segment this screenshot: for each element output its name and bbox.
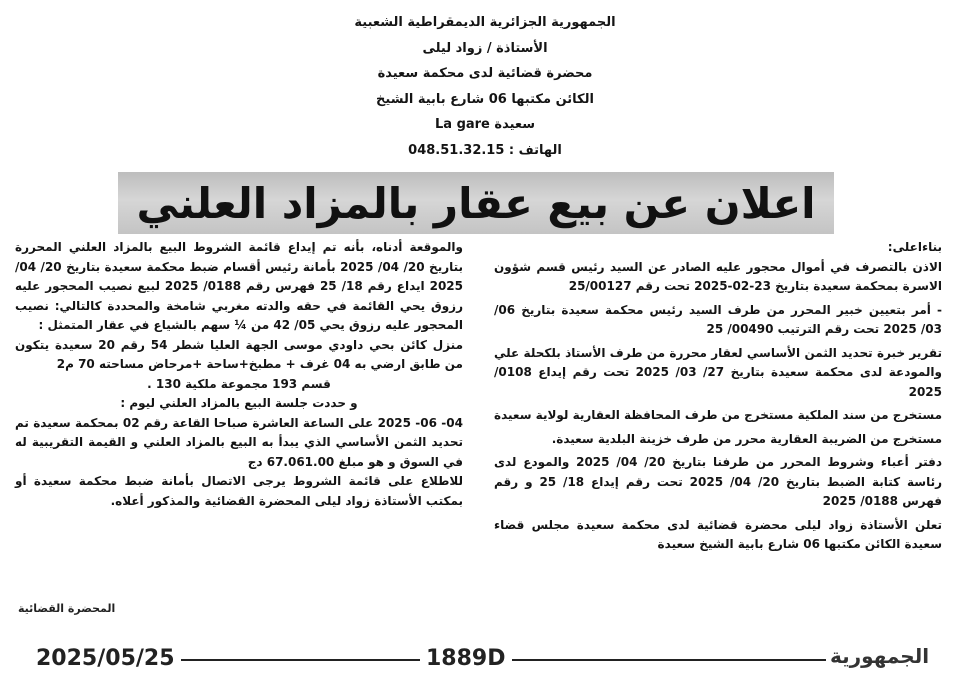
header-bailiff-title: محضرة قضائية لدى محكمة سعيدة	[377, 66, 593, 81]
signature: المحضرة القضائية	[18, 602, 116, 615]
header-city: سعيدة La gare	[434, 117, 536, 132]
paragraph: تعلن الأستاذة زواد ليلى محضرة قضائية لدى محكمة سعيدة مجلس قضاء سعيدة الكائن مكتبها 06 شارع بابية الشيخ سعيدة	[494, 517, 942, 551]
notice-header	[230, 10, 740, 163]
header-phone: الهاتف : 048.51.32.15	[408, 142, 562, 158]
newspaper-footer	[0, 640, 966, 681]
notice-title-banner	[118, 172, 834, 234]
header-bailiff-name: الأستاذة / زواد ليلى	[422, 40, 548, 56]
paragraph: منزل كائن بحي داودي موسى الجهة العليا شطر 54 رقم 20 سعيدة يتكون من طابق ارضي به 04 غرف + مطبخ+ساحة +مرحاض مساحته 70 م2	[15, 337, 463, 371]
paragraph: مستخرج من الضريبة العقارية محرر من طرف خزينة البلدية سعيدة.	[551, 431, 942, 446]
right-column	[494, 238, 942, 555]
paragraph: تقرير خبرة تحديد الثمن الأساسي لعقار محررة من طرف الأستاذ بلكحلة علي والمودعة لدى محكمة سعيدة بتاريخ 27/ 03/ 2025 تحت رقم إيداع 0108/ 2025	[494, 345, 943, 399]
footer-issue-number: 1889D	[420, 646, 512, 671]
paragraph: قسم 193 مجموعة ملكية 130 .	[147, 376, 331, 391]
newspaper-masthead: الجمهورية	[826, 644, 933, 668]
left-column	[15, 238, 463, 511]
paragraph: الاذن بالتصرف في أموال محجور عليه الصادر عن السيد رئيس قسم شؤون الاسرة بمحكمة سعيدة بتاريخ 23-02-2025 تحت رقم 25/00127	[494, 259, 942, 293]
footer-date: 2025/05/25	[30, 646, 181, 671]
header-office-address: الكائن مكتبها 06 شارع بابية الشيخ	[376, 91, 594, 107]
paragraph: - أمر بتعيين خبير المحرر من طرف السيد رئيس محكمة سعيدة بتاريخ 06/ 03/ 2025 تحت رقم الترتيب 00490/ 25	[494, 302, 942, 336]
paragraph: دفتر أعباء وشروط المحرر من طرفنا بتاريخ 20/ 04/ 2025 والمودع لدى رئاسة كتابة الضبط بتاريخ 20/ 04/ 2025 تحت رقم إيداع 18/ 25 و رقم فهرس 0188/ 2025	[494, 455, 943, 508]
paragraph: للاطلاع على قائمة الشروط يرجى الاتصال بأمانة ضبط محكمة سعيدة أو بمكتب الأستاذة زواد ليلى المحضرة القضائية والمذكور أعلاه.	[15, 474, 463, 508]
paragraph: مستخرج من سند الملكية مستخرج من طرف المحافظة العقارية لولاية سعيدة	[494, 408, 942, 422]
paragraph: و حددت جلسة البيع بالمزاد العلني ليوم :	[120, 396, 358, 410]
header-country: الجمهورية الجزائرية الديمقراطية الشعبية	[354, 15, 616, 30]
paragraph: بناءاعلى:	[887, 240, 942, 254]
paragraph: والموقعة أدناه، بأنه تم إيداع قائمة الشروط البيع بالمزاد العلني المحررة بتاريخ 20/ 04/ 2025 بأمانة رئيس أقسام ضبط محكمة سعيدة بتاريخ 20/ 04/ 2025 ايداع رقم 18/ 25 فهرس رقم 0188/ 2025 لبيع نصيب المحجور عليه رزوق يحي القائمة في حقه والدته مغربي شامخة والمحددة كالتالي: نصيب المحجور عليه رزوق يحي 05/ 42 من ¼ سهم بالشياع في عقار المتمثل :	[15, 240, 464, 332]
notice-title: اعلان عن بيع عقار بالمزاد العلني	[136, 178, 816, 228]
paragraph: 04- 06- 2025 على الساعة العاشرة صباحا القاعة رقم 02 بمحكمة سعيدة تم تحديد الثمن الأساسي الذي يبدأ به البيع بالمزاد العلني و القيمة التقريبية له في السوق و هو مبلغ 67.061.00 دج	[15, 415, 463, 469]
